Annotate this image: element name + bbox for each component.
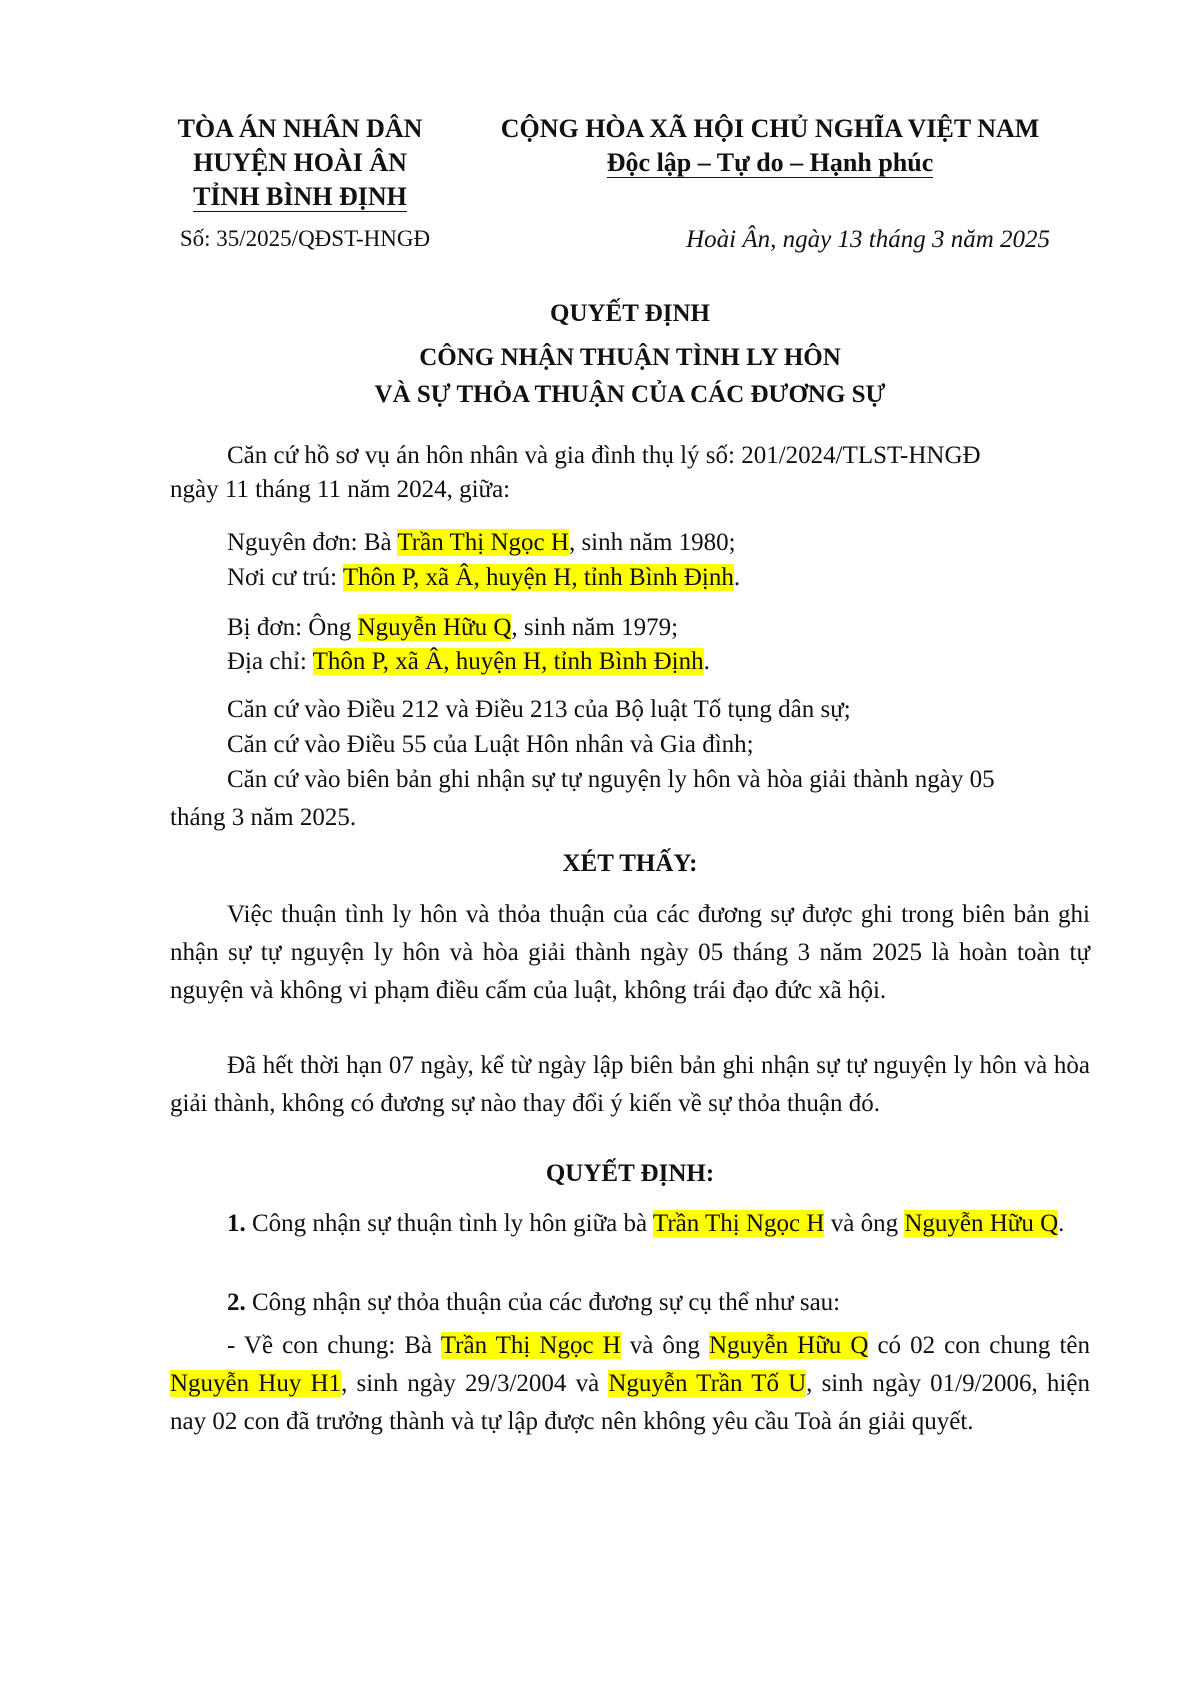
law-basis-2: Căn cứ vào Điều 55 của Luật Hôn nhân và Gia đình; [227, 731, 754, 758]
doc-subtitle-1: CÔNG NHẬN THUẬN TÌNH LY HÔN [419, 344, 841, 371]
findings-paragraph-1: Việc thuận tình ly hôn và thỏa thuận của các đương sự được ghi trong biên bản ghi nhận sự tự nguyện ly hôn và hòa giải thành ngày 05 tháng 3 năm 2025 là hoàn toàn tự nguyện và không vi phạm điều cấm của luật, không trái đạo đức xã hội. [170, 901, 1090, 1004]
defendant-name: Nguyễn Hữu Q [357, 614, 512, 641]
decision-item-1-name-2: Nguyễn Hữu Q [904, 1210, 1059, 1237]
document-number: Số: 35/2025/QĐST-HNGĐ [179, 226, 431, 251]
date-place: Hoài Ân, ngày 13 tháng 3 năm 2025 [686, 226, 1050, 253]
nation-header [470, 112, 1070, 180]
children-child-1: Nguyễn Huy H1 [170, 1370, 342, 1397]
court-line-1: TÒA ÁN NHÂN DÂN [177, 114, 423, 143]
court-line-3: TỈNH BÌNH ĐỊNH [193, 182, 407, 211]
nation-line-2: Độc lập – Tự do – Hạnh phúc [606, 148, 934, 177]
children-text-c: có 02 con chung tên [868, 1332, 1090, 1359]
findings-paragraph-2: Đã hết thời hạn 07 ngày, kể từ ngày lập biên bản ghi nhận sự tự nguyện ly hôn và hòa giải thành, không có đương sự nào thay đổi ý kiến về sự thỏa thuận đó. [170, 1052, 1090, 1117]
court-line-2: HUYỆN HOÀI ÂN [193, 148, 407, 177]
plaintiff-line [170, 527, 1147, 559]
plaintiff-address-line [170, 562, 1147, 594]
defendant-address-line [170, 646, 1147, 678]
law-basis-3-line2: tháng 3 năm 2025. [170, 804, 357, 831]
decision-item-2-text: Công nhận sự thỏa thuận của các đương sự cụ thể như sau: [245, 1289, 841, 1316]
plaintiff-suffix: , sinh năm 1980; [568, 529, 736, 556]
plaintiff-address-prefix: Nơi cư trú: [227, 564, 343, 591]
children-paragraph [170, 1327, 1090, 1441]
children-child-2: Nguyễn Trần Tố U [608, 1370, 807, 1397]
decision-item-1 [170, 1205, 1090, 1243]
basis-intro-line1: Căn cứ hồ sơ vụ án hôn nhân và gia đình thụ lý số: 201/2024/TLST-HNGĐ [227, 442, 981, 469]
defendant-line [170, 612, 1147, 644]
children-text-a: - Về con chung: Bà [227, 1332, 441, 1359]
children-text-b: và ông [620, 1332, 709, 1359]
nation-line-2-wrap [470, 146, 1070, 180]
defendant-address-prefix: Địa chỉ: [227, 648, 313, 675]
defendant-address-period: . [703, 648, 710, 675]
children-text-d: , sinh ngày 29/3/2004 và [341, 1370, 609, 1397]
decision-heading: QUYẾT ĐỊNH: [545, 1160, 715, 1187]
children-text-e: , sinh ngày 01/9/2006, hiện nay 02 con đã trưởng thành và tự lập được nên không yêu cầu Toà án giải quyết. [170, 1370, 1090, 1435]
defendant-address: Thôn P, xã Â, huyện H, tỉnh Bình Định [312, 648, 704, 675]
decision-item-2-number: 2. [227, 1289, 246, 1316]
basis-intro-line2: ngày 11 tháng 11 năm 2024, giữa: [170, 476, 511, 503]
decision-item-1-text-b: và ông [824, 1210, 905, 1237]
plaintiff-name: Trần Thị Ngọc H [397, 529, 569, 556]
children-parent-2: Nguyễn Hữu Q [708, 1332, 869, 1359]
doc-subtitle-2: VÀ SỰ THỎA THUẬN CỦA CÁC ĐƯƠNG SỰ [374, 381, 886, 408]
court-line-3-wrap [155, 180, 445, 214]
plaintiff-address-period: . [733, 564, 741, 591]
plaintiff-prefix: Nguyên đơn: Bà [227, 529, 398, 556]
decision-item-1-end: . [1058, 1210, 1065, 1237]
decision-item-1-text-a: Công nhận sự thuận tình ly hôn giữa bà [245, 1210, 653, 1237]
doc-title: QUYẾT ĐỊNH [550, 300, 710, 327]
nation-line-1: CỘNG HÒA XÃ HỘI CHỦ NGHĨA VIỆT NAM [500, 114, 1040, 143]
defendant-prefix: Bị đơn: Ông [227, 614, 358, 641]
court-header [155, 112, 445, 214]
law-basis-3-line1: Căn cứ vào biên bản ghi nhận sự tự nguyện ly hôn và hòa giải thành ngày 05 [227, 766, 995, 793]
children-parent-1: Trần Thị Ngọc H [440, 1332, 621, 1359]
plaintiff-address: Thôn P, xã Â, huyện H, tỉnh Bình Định [342, 564, 734, 591]
law-basis-1: Căn cứ vào Điều 212 và Điều 213 của Bộ luật Tố tụng dân sự; [227, 696, 851, 723]
decision-item-1-name-1: Trần Thị Ngọc H [652, 1210, 825, 1237]
defendant-suffix: , sinh năm 1979; [511, 614, 679, 641]
decision-item-2 [170, 1287, 1147, 1319]
decision-item-1-number: 1. [227, 1210, 246, 1237]
findings-heading: XÉT THẤY: [562, 850, 698, 877]
